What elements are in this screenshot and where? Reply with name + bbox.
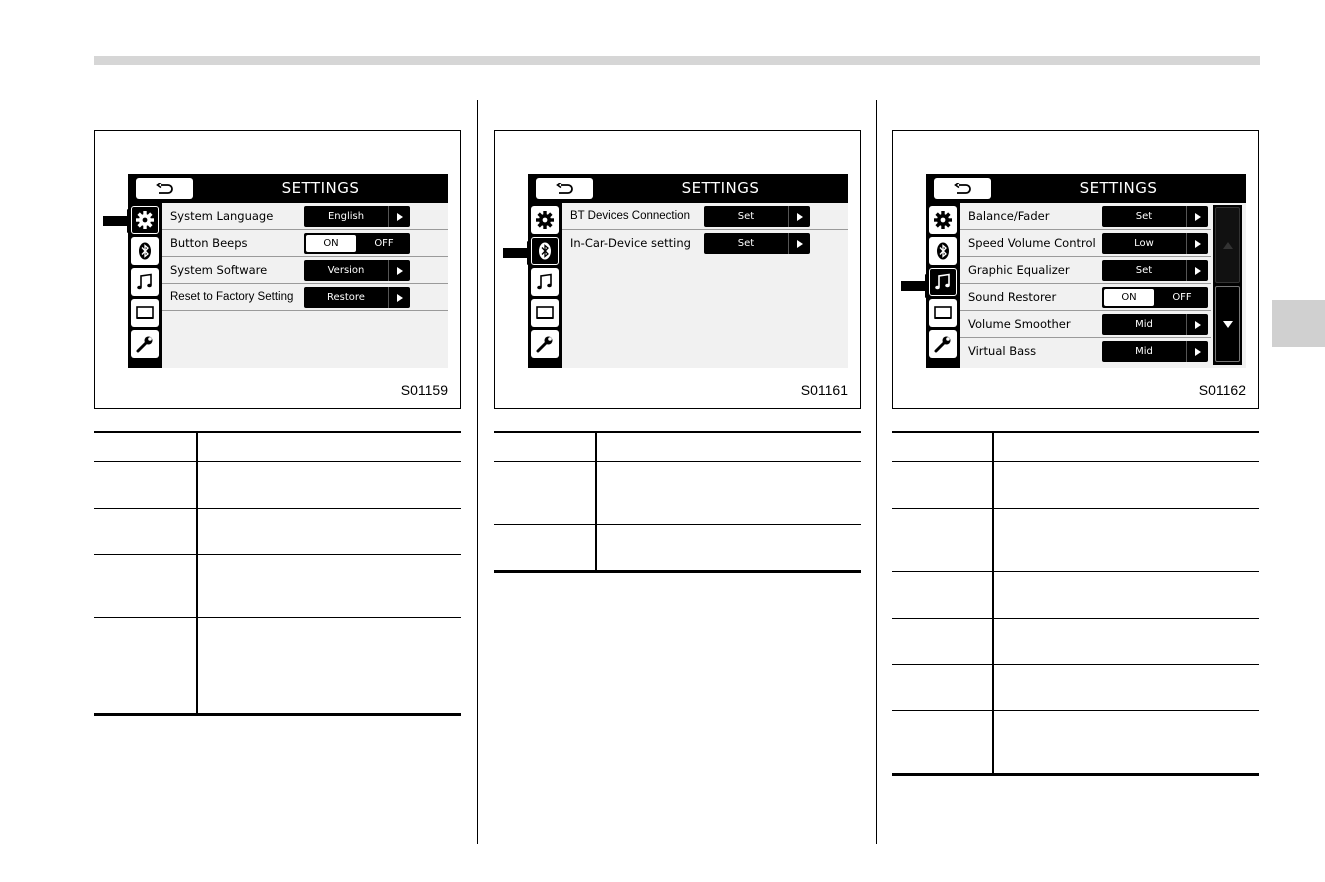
back-button[interactable] [136, 178, 193, 199]
screen-title: SETTINGS [281, 179, 360, 197]
table-row [94, 433, 461, 462]
bt-connection-button[interactable] [704, 206, 810, 227]
control-value: Set [737, 211, 755, 222]
table-row [94, 555, 461, 618]
list-item[interactable] [562, 230, 848, 257]
column-divider [876, 100, 877, 844]
music-note-icon [933, 272, 953, 292]
toggle-on[interactable]: ON [306, 235, 356, 252]
category-general[interactable] [929, 206, 957, 234]
category-audio[interactable] [929, 268, 957, 296]
control-value: Mid [1135, 346, 1153, 357]
category-general[interactable] [131, 206, 159, 234]
row-label: System Software [170, 263, 268, 277]
table-row [494, 525, 861, 572]
control-value: Low [1134, 238, 1154, 249]
figure-code: S01161 [800, 382, 848, 398]
list-item[interactable] [562, 203, 848, 230]
table-row [494, 462, 861, 525]
music-note-icon [135, 272, 155, 292]
figure-code: S01159 [400, 382, 448, 398]
row-label: Reset to Factory Setting [170, 291, 294, 303]
version-button[interactable] [304, 260, 410, 281]
arrow-right-icon [1186, 233, 1208, 254]
back-arrow-icon [156, 183, 174, 195]
virtual-bass-button[interactable] [1102, 341, 1208, 362]
toggle-off[interactable]: OFF [1172, 292, 1192, 303]
back-arrow-icon [954, 183, 972, 195]
list-item[interactable] [162, 203, 448, 230]
toggle-off[interactable]: OFF [374, 238, 394, 249]
button-beeps-toggle[interactable] [304, 233, 410, 254]
list-item[interactable] [960, 311, 1211, 338]
speed-volume-button[interactable] [1102, 233, 1208, 254]
category-audio[interactable] [531, 268, 559, 296]
settings-screen [528, 174, 848, 368]
table-row [94, 462, 461, 509]
table-row [892, 433, 1259, 462]
figure-system-settings [94, 130, 461, 409]
header-rule [94, 56, 1260, 65]
row-label: System Language [170, 209, 274, 223]
scroll-up-button[interactable] [1215, 207, 1240, 283]
category-tools[interactable] [929, 330, 957, 358]
language-select-button[interactable] [304, 206, 410, 227]
bluetooth-icon [535, 241, 555, 261]
table-column-divider [595, 433, 597, 570]
bluetooth-icon [933, 241, 953, 261]
category-sidebar [926, 203, 960, 368]
bluetooth-icon [135, 241, 155, 261]
table-row [892, 509, 1259, 572]
table-column-divider [196, 433, 198, 713]
row-label: Volume Smoother [968, 317, 1071, 331]
category-display[interactable] [531, 299, 559, 327]
arrow-right-icon [788, 206, 810, 227]
column-divider [477, 100, 478, 844]
table-row [892, 462, 1259, 509]
row-label: Graphic Equalizer [968, 263, 1070, 277]
arrow-right-icon [1186, 341, 1208, 362]
back-button[interactable] [934, 178, 991, 199]
table-row [494, 433, 861, 462]
display-icon [933, 303, 953, 323]
back-button[interactable] [536, 178, 593, 199]
gear-icon [535, 210, 555, 230]
figure-bluetooth-settings [494, 130, 861, 409]
row-label: In-Car-Device setting [570, 236, 691, 250]
figure-code: S01162 [1198, 382, 1246, 398]
arrow-right-icon [1186, 260, 1208, 281]
scroll-down-icon [1223, 321, 1233, 328]
list-item[interactable] [162, 230, 448, 257]
control-value: Set [737, 238, 755, 249]
table-row [892, 711, 1259, 773]
settings-screen [128, 174, 448, 368]
row-label: Balance/Fader [968, 209, 1050, 223]
screen-header [528, 174, 848, 203]
table-row [892, 572, 1259, 619]
category-bluetooth[interactable] [929, 237, 957, 265]
table [892, 431, 1259, 776]
category-sidebar [128, 203, 162, 368]
scroll-down-button[interactable] [1215, 286, 1240, 362]
list-item[interactable] [960, 203, 1211, 230]
sound-restorer-toggle[interactable] [1102, 287, 1208, 308]
arrow-right-icon [388, 287, 410, 308]
volume-smoother-button[interactable] [1102, 314, 1208, 335]
category-tools[interactable] [131, 330, 159, 358]
arrow-right-icon [388, 206, 410, 227]
control-value: Set [1135, 265, 1153, 276]
back-arrow-icon [556, 183, 574, 195]
display-icon [535, 303, 555, 323]
toggle-on[interactable]: ON [1104, 289, 1154, 306]
screen-title: SETTINGS [1079, 179, 1158, 197]
arrow-right-icon [388, 260, 410, 281]
screen-title: SETTINGS [681, 179, 760, 197]
table-column-divider [992, 433, 994, 773]
row-label: BT Devices Connection [570, 210, 690, 222]
table [494, 431, 861, 573]
scroll-up-icon [1223, 242, 1233, 249]
figure-audio-settings [892, 130, 1259, 409]
category-display[interactable] [131, 299, 159, 327]
category-bluetooth[interactable] [531, 237, 559, 265]
category-sidebar [528, 203, 562, 368]
settings-screen [926, 174, 1246, 368]
screen-header [926, 174, 1246, 203]
list-item[interactable] [960, 230, 1211, 257]
category-display[interactable] [929, 299, 957, 327]
wrench-icon [135, 334, 155, 354]
table-row [94, 618, 461, 713]
category-bluetooth[interactable] [131, 237, 159, 265]
restore-button[interactable] [304, 287, 410, 308]
category-general[interactable] [531, 206, 559, 234]
arrow-right-icon [1186, 314, 1208, 335]
table-row [892, 619, 1259, 665]
gear-icon [933, 210, 953, 230]
screen-header [128, 174, 448, 203]
row-label: Button Beeps [170, 236, 248, 250]
list-item[interactable] [162, 284, 448, 311]
in-car-device-button[interactable] [704, 233, 810, 254]
control-value: Mid [1135, 319, 1153, 330]
list-item[interactable] [960, 284, 1211, 311]
wrench-icon [933, 334, 953, 354]
table-row [892, 665, 1259, 711]
control-value: English [327, 211, 365, 222]
section-tab [1272, 300, 1325, 347]
list-item[interactable] [960, 257, 1211, 284]
music-note-icon [535, 272, 555, 292]
equalizer-button[interactable] [1102, 260, 1208, 281]
row-label: Sound Restorer [968, 290, 1057, 304]
arrow-right-icon [1186, 206, 1208, 227]
table-row [94, 509, 461, 555]
gear-icon [135, 210, 155, 230]
balance-fader-button[interactable] [1102, 206, 1208, 227]
scrollbar[interactable] [1213, 205, 1242, 365]
list-item[interactable] [162, 257, 448, 284]
control-value: Restore [327, 292, 365, 303]
category-tools[interactable] [531, 330, 559, 358]
arrow-right-icon [788, 233, 810, 254]
wrench-icon [535, 334, 555, 354]
list-item[interactable] [960, 338, 1211, 365]
display-icon [135, 303, 155, 323]
row-label: Speed Volume Control [968, 236, 1096, 250]
control-value: Version [327, 265, 365, 276]
category-audio[interactable] [131, 268, 159, 296]
table [94, 431, 461, 716]
row-label: Virtual Bass [968, 344, 1037, 358]
control-value: Set [1135, 211, 1153, 222]
